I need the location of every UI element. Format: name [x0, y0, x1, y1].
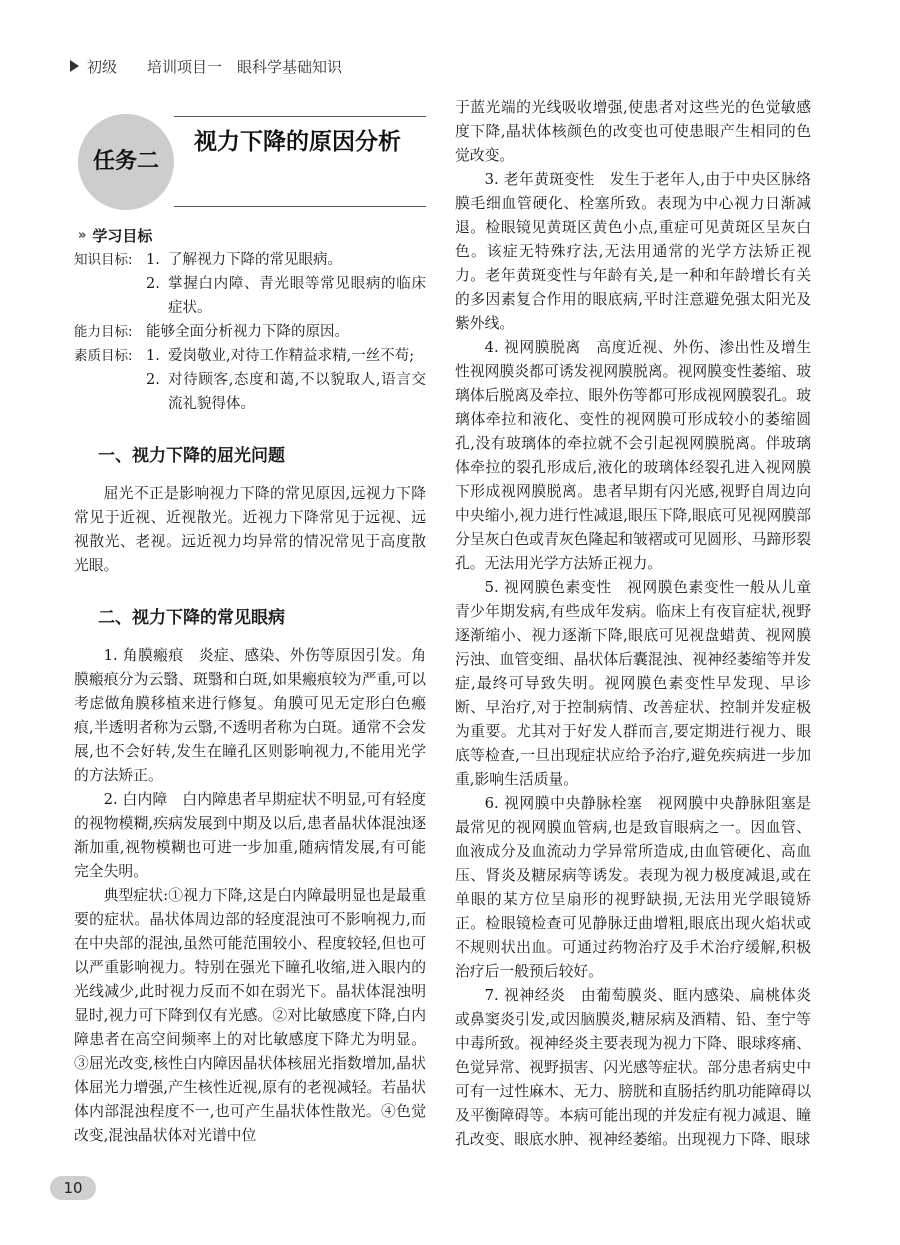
section-title: 一、视力下降的屈光问题: [98, 446, 285, 466]
double-chevron-icon: »: [78, 228, 87, 243]
paragraph: 2. 白内障 白内障患者早期症状不明显,可有轻度的视物模糊,疾病发展到中期及以后,患者晶状体混浊逐渐加重,视物模糊也可进一步加重,随病情发展,有可能完全失明。: [74, 791, 426, 880]
paragraph: 于蓝光端的光线吸收增强,使患者对这些光的色觉敏感度下降,晶状体核颜色的改变也可使患眼产生相同的色觉改变。: [455, 99, 811, 164]
paragraph: 屈光不正是影响视力下降的常见原因,远视力下降常见于近视、近视散光。近视力下降常见于远视、远视散光、老视。远近视力均异常的情况常见于高度散光眼。: [74, 485, 426, 574]
knowledge-goal: [74, 272, 426, 320]
divider: [174, 206, 426, 207]
goal-number: 1.: [146, 348, 160, 364]
paragraph: 3. 老年黄斑变性 发生于老年人,由于中央区脉络膜毛细血管硬化、栓塞所致。表现为中心视力日渐减退。检眼镜见黄斑区黄色小点,重症可见黄斑区呈灰白色。该症无特殊疗法,无法用通常的光学方法矫正视力。老年黄斑变性与年龄有关,是一种和年龄增长有关的多因素复合作用的眼底病,平时注意避免强太阳光及紫外线。: [455, 171, 811, 332]
right-column: [455, 96, 811, 1152]
learning-goals-label: 学习目标: [92, 227, 153, 245]
goal-label: 素质目标:: [74, 348, 133, 364]
task-heading: [74, 106, 426, 218]
quality-goal: [74, 344, 426, 368]
page-number: 10: [50, 1176, 96, 1200]
goal-label: 知识目标:: [74, 252, 133, 268]
paragraph: 6. 视网膜中央静脉栓塞 视网膜中央静脉阻塞是最常见的视网膜血管病,也是致盲眼病之一。因血管、血液成分及血流动力学异常所造成,由血管硬化、高血压、肾炎及糖尿病等诱发。表现为视力极度减退,或在单眼的某方位呈扇形的视野缺损,无法用光学眼镜矫正。检眼镜检查可见静脉迂曲增粗,眼底出现火焰状或不规则状出血。可通过药物治疗及手术治疗缓解,积极治疗后一般预后较好。: [455, 795, 811, 980]
paragraph: 典型症状:①视力下降,这是白内障最明显也是最重要的症状。晶状体周边部的轻度混浊可不影响视力,而在中央部的混浊,虽然可能范围较小、程度较轻,但也可以严重影响视力。特别在强光下瞳孔收缩,进入眼内的光线减少,此时视力反而不如在弱光下。晶状体混浊明显时,视力可下降到仅有光感。②对比敏感度下降,白内障患者在高空间频率上的对比敏感度下降尤为明显。③屈光改变,核性白内障因晶状体核屈光指数增加,晶状体屈光力增强,产生核性近视,原有的老视减轻。若晶状体内部混浊程度不一,也可产生晶状体性散光。④色觉改变,混浊晶状体对光谱中位: [74, 887, 426, 1144]
goal-number: 2.: [146, 372, 160, 388]
task-title: 视力下降的原因分析: [194, 129, 401, 155]
section-title: 二、视力下降的常见眼病: [98, 608, 285, 628]
play-arrow-icon: [70, 60, 79, 72]
paragraph: 4. 视网膜脱离 高度近视、外伤、渗出性及增生性视网膜炎都可诱发视网膜脱离。视网膜变性萎缩、玻璃体后脱离及牵拉、眼外伤等都可形成视网膜裂孔。玻璃体牵拉和液化、变性的视网膜可形成较小的萎缩圆孔,没有玻璃体的牵拉就不会引起视网膜脱离。伴玻璃体牵拉的裂孔形成后,液化的玻璃体经裂孔进入视网膜下形成视网膜脱离。患者早期有闪光感,视野自周边向中央缩小,视力进行性减退,眼压下降,眼底可见视网膜部分呈灰白色或青灰色隆起和皱褶或可见圆形、马蹄形裂孔。无法用光学方法矫正视力。: [455, 339, 811, 572]
paragraph: 1. 角膜瘢痕 炎症、感染、外伤等原因引发。角膜瘢痕分为云翳、斑翳和白斑,如果瘢痕较为严重,可以考虑做角膜移植来进行修复。角膜可见无定形白色瘢痕,半透明者称为云翳,不透明者称为白斑。通常不会发展,也不会好转,发生在瞳孔区则影响视力,不能用光学的方法矫正。: [74, 647, 426, 784]
learning-goals-heading: [78, 224, 426, 248]
paragraph: 7. 视神经炎 由葡萄膜炎、眶内感染、扁桃体炎或鼻窦炎引发,或因脑膜炎,糖尿病及酒精、铅、奎宁等中毒所致。视神经炎主要表现为视力下降、眼球疼痛、色觉异常、视野损害、闪光感等症状。部分患者病史中可有一过性麻木、无力、膀胱和直肠括约肌功能障碍以及平衡障碍等。本病可能出现的并发症有视力减退、瞳孔改变、眼底水肿、视神经萎缩。出现视力下降、眼球: [455, 987, 811, 1148]
header-level: 初级: [87, 57, 118, 76]
running-header: [70, 54, 342, 78]
task-badge: 任务二: [78, 114, 174, 210]
goal-label: 能力目标:: [74, 324, 133, 340]
goal-text: 爱岗敬业,对待工作精益求精,一丝不苟;: [168, 348, 415, 364]
goal-text: 能够全面分析视力下降的原因。: [146, 324, 349, 340]
knowledge-goal: [74, 248, 426, 272]
goal-text: 了解视力下降的常见眼病。: [168, 252, 342, 268]
quality-goal: [74, 368, 426, 416]
goal-text: 掌握白内障、青光眼等常见眼病的临床症状。: [168, 276, 426, 316]
left-column: [74, 106, 426, 1148]
goal-number: 2.: [146, 276, 160, 292]
header-breadcrumb: 培训项目一 眼科学基础知识: [147, 57, 343, 76]
goal-text: 对待顾客,态度和蔼,不以貌取人,语言交流礼貌得体。: [168, 372, 426, 412]
goal-number: 1.: [146, 252, 160, 268]
divider: [174, 116, 426, 117]
paragraph: 5. 视网膜色素变性 视网膜色素变性一般从儿童青少年期发病,有些成年发病。临床上有夜盲症状,视野逐渐缩小、视力逐渐下降,眼底可见视盘蜡黄、视网膜污浊、血管变细、晶状体后囊混浊、视神经萎缩等并发症,最终可导致失明。视网膜色素变性早发现、早诊断、早治疗,对于控制病情、改善症状、控制并发症极为重要。尤其对于好发人群而言,要定期进行视力、眼底等检查,一旦出现症状应给予治疗,避免疾病进一步加重,影响生活质量。: [455, 579, 811, 788]
ability-goal: [74, 320, 426, 344]
